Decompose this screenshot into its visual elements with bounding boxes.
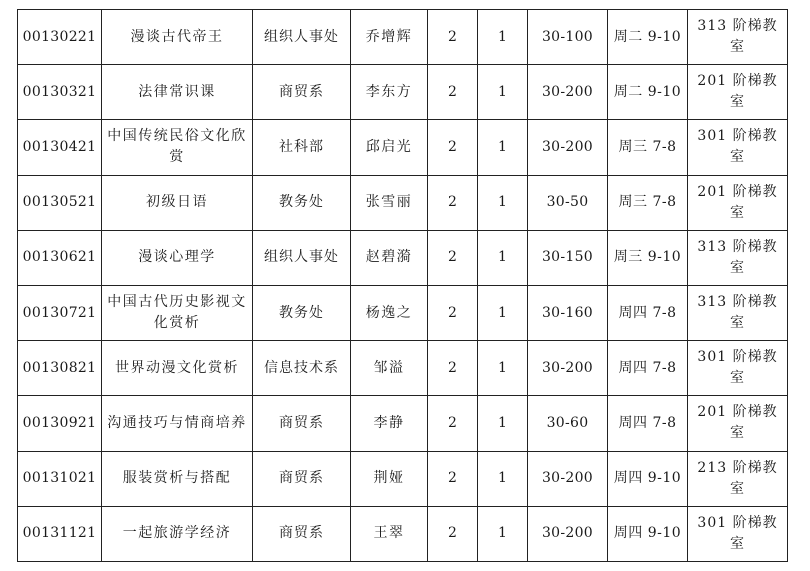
time-cell: 周三 7-8 xyxy=(608,175,688,230)
department-cell: 社科部 xyxy=(253,120,351,175)
table-body xyxy=(18,10,788,562)
room-cell: 301 阶梯教室 xyxy=(688,506,788,561)
table-row xyxy=(18,120,788,175)
course-code-cell: 00130421 xyxy=(18,120,102,175)
room-cell: 313 阶梯教室 xyxy=(688,285,788,340)
course-code-cell: 00131121 xyxy=(18,506,102,561)
course-code-cell: 00131021 xyxy=(18,451,102,506)
hours-cell: 1 xyxy=(478,341,528,396)
time-cell: 周二 9-10 xyxy=(608,65,688,120)
teacher-cell: 杨逸之 xyxy=(351,285,428,340)
teacher-cell: 赵碧漪 xyxy=(351,230,428,285)
credit-cell: 2 xyxy=(428,506,478,561)
department-cell: 商贸系 xyxy=(253,65,351,120)
course-name-cell: 沟通技巧与情商培养 xyxy=(102,396,253,451)
time-cell: 周四 9-10 xyxy=(608,506,688,561)
room-cell: 201 阶梯教室 xyxy=(688,175,788,230)
department-cell: 信息技术系 xyxy=(253,341,351,396)
table-row xyxy=(18,396,788,451)
course-code-cell: 00130821 xyxy=(18,341,102,396)
course-code-cell: 00130321 xyxy=(18,65,102,120)
time-cell: 周四 7-8 xyxy=(608,285,688,340)
capacity-cell: 30-200 xyxy=(528,451,608,506)
hours-cell: 1 xyxy=(478,175,528,230)
department-cell: 商贸系 xyxy=(253,396,351,451)
hours-cell: 1 xyxy=(478,396,528,451)
room-cell: 313 阶梯教室 xyxy=(688,230,788,285)
course-name-cell: 一起旅游学经济 xyxy=(102,506,253,561)
course-code-cell: 00130921 xyxy=(18,396,102,451)
table-row xyxy=(18,10,788,65)
capacity-cell: 30-200 xyxy=(528,65,608,120)
department-cell: 商贸系 xyxy=(253,451,351,506)
credit-cell: 2 xyxy=(428,10,478,65)
hours-cell: 1 xyxy=(478,10,528,65)
teacher-cell: 邹溢 xyxy=(351,341,428,396)
teacher-cell: 张雪丽 xyxy=(351,175,428,230)
hours-cell: 1 xyxy=(478,285,528,340)
teacher-cell: 李东方 xyxy=(351,65,428,120)
credit-cell: 2 xyxy=(428,285,478,340)
time-cell: 周四 7-8 xyxy=(608,396,688,451)
course-name-cell: 中国传统民俗文化欣赏 xyxy=(102,120,253,175)
credit-cell: 2 xyxy=(428,175,478,230)
department-cell: 组织人事处 xyxy=(253,10,351,65)
hours-cell: 1 xyxy=(478,120,528,175)
table-row xyxy=(18,285,788,340)
capacity-cell: 30-60 xyxy=(528,396,608,451)
capacity-cell: 30-200 xyxy=(528,120,608,175)
teacher-cell: 荆娅 xyxy=(351,451,428,506)
credit-cell: 2 xyxy=(428,120,478,175)
course-code-cell: 00130521 xyxy=(18,175,102,230)
credit-cell: 2 xyxy=(428,341,478,396)
room-cell: 201 阶梯教室 xyxy=(688,396,788,451)
hours-cell: 1 xyxy=(478,506,528,561)
table-row xyxy=(18,65,788,120)
course-name-cell: 初级日语 xyxy=(102,175,253,230)
capacity-cell: 30-160 xyxy=(528,285,608,340)
hours-cell: 1 xyxy=(478,65,528,120)
course-code-cell: 00130621 xyxy=(18,230,102,285)
table-row xyxy=(18,341,788,396)
teacher-cell: 李静 xyxy=(351,396,428,451)
room-cell: 201 阶梯教室 xyxy=(688,65,788,120)
hours-cell: 1 xyxy=(478,451,528,506)
course-code-cell: 00130221 xyxy=(18,10,102,65)
credit-cell: 2 xyxy=(428,451,478,506)
time-cell: 周二 9-10 xyxy=(608,10,688,65)
room-cell: 213 阶梯教室 xyxy=(688,451,788,506)
time-cell: 周四 7-8 xyxy=(608,341,688,396)
course-code-cell: 00130721 xyxy=(18,285,102,340)
capacity-cell: 30-200 xyxy=(528,506,608,561)
credit-cell: 2 xyxy=(428,65,478,120)
credit-cell: 2 xyxy=(428,230,478,285)
room-cell: 301 阶梯教室 xyxy=(688,341,788,396)
course-name-cell: 法律常识课 xyxy=(102,65,253,120)
course-name-cell: 世界动漫文化赏析 xyxy=(102,341,253,396)
department-cell: 教务处 xyxy=(253,175,351,230)
course-name-cell: 服装赏析与搭配 xyxy=(102,451,253,506)
credit-cell: 2 xyxy=(428,396,478,451)
time-cell: 周四 9-10 xyxy=(608,451,688,506)
room-cell: 313 阶梯教室 xyxy=(688,10,788,65)
table-row xyxy=(18,451,788,506)
hours-cell: 1 xyxy=(478,230,528,285)
teacher-cell: 王翠 xyxy=(351,506,428,561)
table-row xyxy=(18,230,788,285)
time-cell: 周三 9-10 xyxy=(608,230,688,285)
teacher-cell: 乔增辉 xyxy=(351,10,428,65)
capacity-cell: 30-100 xyxy=(528,10,608,65)
table-row xyxy=(18,175,788,230)
time-cell: 周三 7-8 xyxy=(608,120,688,175)
department-cell: 教务处 xyxy=(253,285,351,340)
table-row xyxy=(18,506,788,561)
capacity-cell: 30-50 xyxy=(528,175,608,230)
teacher-cell: 邱启光 xyxy=(351,120,428,175)
course-name-cell: 漫谈心理学 xyxy=(102,230,253,285)
department-cell: 商贸系 xyxy=(253,506,351,561)
department-cell: 组织人事处 xyxy=(253,230,351,285)
capacity-cell: 30-200 xyxy=(528,341,608,396)
capacity-cell: 30-150 xyxy=(528,230,608,285)
course-name-cell: 漫谈古代帝王 xyxy=(102,10,253,65)
course-name-cell: 中国古代历史影视文化赏析 xyxy=(102,285,253,340)
room-cell: 301 阶梯教室 xyxy=(688,120,788,175)
course-table xyxy=(17,9,788,562)
